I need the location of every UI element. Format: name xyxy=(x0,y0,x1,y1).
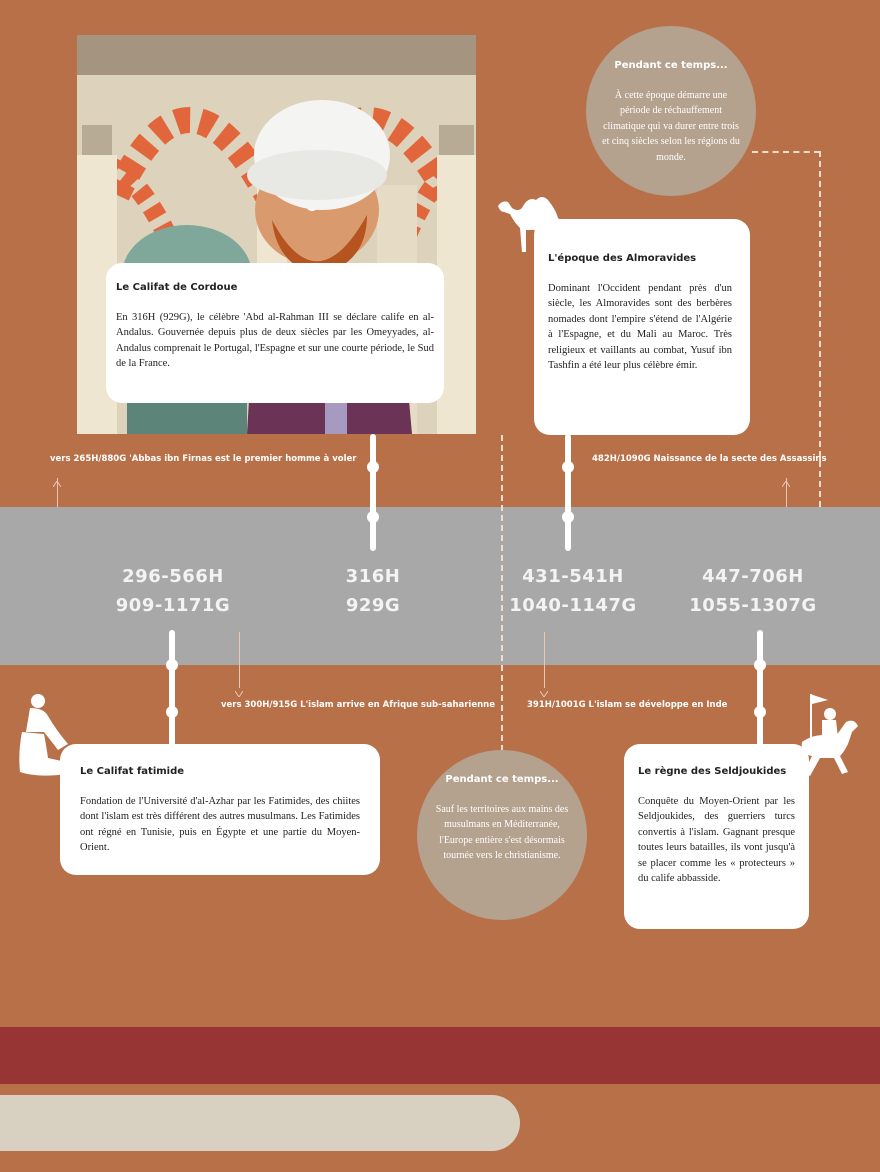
circle-title: Pendant ce temps... xyxy=(445,774,559,785)
event-firnas: vers 265H/880G 'Abbas ibn Firnas est le premier homme à voler xyxy=(50,454,357,464)
card-text: Conquête du Moyen-Orient par les Seldjoukides, des guerriers turcs convertis à l'islam. Gagnant presque toutes leurs batailles, ils vont jusqu'à se placer comme les « protecteurs » du calife abbasside. xyxy=(638,795,795,884)
date-label xyxy=(100,562,246,620)
date-label xyxy=(678,562,828,620)
card-title: L'époque des Almoravides xyxy=(548,253,697,264)
date-gregorian: 1055-1307G xyxy=(689,595,817,616)
timeline-dot xyxy=(166,659,178,671)
event-afrique: vers 300H/915G L'islam arrive en Afrique sub-saharienne xyxy=(221,700,495,710)
arrow-down-icon xyxy=(540,684,548,690)
timeline-dot xyxy=(754,659,766,671)
timeline-connector xyxy=(757,630,763,746)
timeline-dot xyxy=(367,461,379,473)
circle-text: Sauf les territoires aux mains des musulmans en Méditerranée, l'Europe entière s'est désormais tournée vers le christianisme. xyxy=(435,803,569,861)
date-label xyxy=(496,562,650,620)
card-almoravides xyxy=(534,219,750,435)
event-arrow xyxy=(544,632,545,688)
card-title: Le règne des Seldjoukides xyxy=(638,766,787,777)
timeline-dot xyxy=(754,706,766,718)
timeline-connector xyxy=(565,434,571,551)
circle-title: Pendant ce temps... xyxy=(614,60,728,71)
circle-pendant-ce-temps-top xyxy=(586,26,756,196)
circle-pendant-ce-temps-bottom xyxy=(417,750,587,920)
arrow-up-icon xyxy=(53,474,61,480)
date-hijri: 316H xyxy=(345,566,401,587)
timeline-connector xyxy=(169,630,175,746)
footer-band xyxy=(0,1027,880,1084)
date-gregorian: 909-1171G xyxy=(115,595,231,616)
card-text: Fondation de l'Université d'al-Azhar par les Fatimides, des chiites dont l'islam est très différent des autres musulmans. Les Fatimides ont régné en Tunisie, puis en Égypte et une partie du Moyen-Orient. xyxy=(80,795,360,853)
timeline-dot xyxy=(367,511,379,523)
card-text: Dominant l'Occident pendant près d'un siècle, les Almoravides sont des berbères nomades dont l'empire s'étend de l'Algérie à l'Espagne, et du Mali au Maroc. Très religieux et vaillants au combat, Yusuf ibn Tashfin a été leur plus célèbre émir. xyxy=(548,282,732,371)
date-hijri: 296-566H xyxy=(122,566,224,587)
circle-text: À cette époque démarre une période de réchauffement climatique qui va durer entre trois et cinq siècles selon les régions du monde. xyxy=(602,89,740,163)
date-hijri: 431-541H xyxy=(522,566,624,587)
arrow-down-icon xyxy=(235,684,243,690)
card-title: Le Califat fatimide xyxy=(80,766,185,777)
event-inde: 391H/1001G L'islam se développe en Inde xyxy=(527,700,728,710)
timeline-dot xyxy=(562,511,574,523)
date-gregorian: 929G xyxy=(345,595,401,616)
timeline-dot xyxy=(166,706,178,718)
card-seldjoukides xyxy=(624,744,809,929)
card-califat-fatimide xyxy=(60,744,380,875)
card-text: En 316H (929G), le célèbre 'Abd al-Rahman III se déclare calife en al-Andalus. Gouvernée depuis plus de deux siècles par les Omeyyades, al-Andalus comprenait le Portugal, l'Espagne et sur une courte période, le Sud de la France. xyxy=(116,311,434,369)
footer-pill xyxy=(0,1095,520,1151)
timeline-connector xyxy=(370,434,376,551)
date-gregorian: 1040-1147G xyxy=(509,595,637,616)
card-califat-cordoue xyxy=(106,263,444,403)
date-label xyxy=(310,562,436,620)
timeline-dot xyxy=(562,461,574,473)
event-arrow xyxy=(239,632,240,688)
event-assassins: 482H/1090G Naissance de la secte des Assassins xyxy=(592,454,827,464)
date-hijri: 447-706H xyxy=(702,566,804,587)
card-title: Le Califat de Cordoue xyxy=(116,282,238,293)
dashed-connector xyxy=(752,151,820,153)
arrow-up-icon xyxy=(782,474,790,480)
